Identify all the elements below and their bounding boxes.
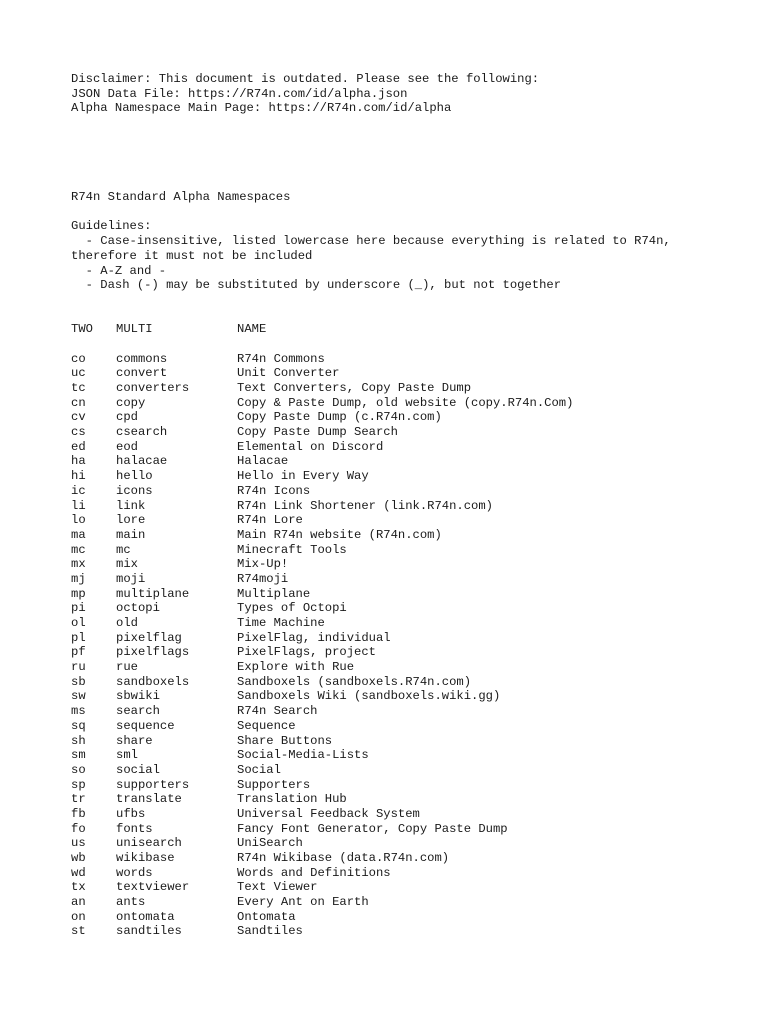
table-row (71, 763, 711, 778)
table-row (71, 572, 711, 587)
namespace-name: Halacae (237, 454, 289, 469)
table-header (71, 322, 711, 337)
multi-letter-code: cpd (116, 410, 138, 425)
multi-letter-code: textviewer (116, 880, 190, 895)
namespace-name: R74n Wikibase (data.R74n.com) (237, 851, 450, 866)
two-letter-code: sw (71, 689, 86, 704)
multi-letter-code: ants (116, 895, 146, 910)
namespace-name: Translation Hub (237, 792, 347, 807)
two-letter-code: mp (71, 586, 86, 601)
multi-letter-code: unisearch (116, 836, 182, 851)
two-letter-code: wd (71, 865, 86, 880)
table-row (71, 807, 711, 822)
namespace-name: Multiplane (237, 586, 311, 601)
table-row (71, 631, 711, 646)
namespace-name: Unit Converter (237, 366, 340, 381)
two-letter-code: ol (71, 616, 86, 631)
multi-letter-code: ufbs (116, 806, 146, 821)
namespace-name: Words and Definitions (237, 865, 391, 880)
namespace-table (71, 352, 711, 940)
multi-letter-code: mix (116, 557, 138, 572)
namespace-name: R74n Commons (237, 351, 325, 366)
namespace-name: Text Viewer (237, 880, 318, 895)
document-page (71, 72, 711, 939)
table-row (71, 660, 711, 675)
namespace-name: Social-Media-Lists (237, 748, 369, 763)
namespace-name: Every Ant on Earth (237, 895, 369, 910)
table-row (71, 778, 711, 793)
two-letter-code: mc (71, 542, 86, 557)
table-row (71, 836, 711, 851)
main-page-line: Alpha Namespace Main Page: https://R74n.com/id/alpha (71, 101, 452, 116)
multi-letter-code: search (116, 704, 160, 719)
table-row (71, 792, 711, 807)
two-letter-code: tr (71, 792, 86, 807)
multi-letter-code: icons (116, 483, 153, 498)
table-row (71, 513, 711, 528)
namespace-name: Main R74n website (R74n.com) (237, 527, 442, 542)
two-letter-code: wb (71, 851, 86, 866)
table-row (71, 704, 711, 719)
table-row (71, 366, 711, 381)
two-letter-code: an (71, 895, 86, 910)
two-letter-code: st (71, 924, 86, 939)
multi-letter-code: hello (116, 469, 153, 484)
multi-letter-code: pixelflag (116, 630, 182, 645)
table-row (71, 895, 711, 910)
two-letter-code: tx (71, 880, 86, 895)
table-row (71, 645, 711, 660)
namespace-name: Mix-Up! (237, 557, 289, 572)
two-letter-code: on (71, 909, 86, 924)
table-row (71, 528, 711, 543)
table-row (71, 499, 711, 514)
namespace-name: Share Buttons (237, 733, 333, 748)
namespace-name: Ontomata (237, 909, 296, 924)
namespace-name: PixelFlags, project (237, 645, 376, 660)
two-letter-code: ha (71, 454, 86, 469)
table-row (71, 910, 711, 925)
table-row (71, 469, 711, 484)
multi-letter-code: moji (116, 571, 146, 586)
json-data-file-line: JSON Data File: https://R74n.com/id/alpha.json (71, 86, 408, 101)
multi-letter-code: halacae (116, 454, 168, 469)
multi-letter-code: convert (116, 366, 168, 381)
namespace-name: Copy & Paste Dump, old website (copy.R74n.Com) (237, 395, 574, 410)
multi-letter-code: supporters (116, 777, 190, 792)
namespace-name: Copy Paste Dump Search (237, 425, 398, 440)
multi-letter-code: sml (116, 748, 138, 763)
multi-letter-code: share (116, 733, 153, 748)
two-letter-code: cn (71, 395, 86, 410)
table-row (71, 719, 711, 734)
header-multi: MULTI (116, 322, 153, 337)
namespace-name: Universal Feedback System (237, 806, 420, 821)
header-name: NAME (237, 322, 267, 337)
two-letter-code: sp (71, 777, 86, 792)
guideline-item: - Dash (-) may be substituted by underscore (_), but not together (85, 278, 562, 293)
multi-letter-code: octopi (116, 601, 160, 616)
namespace-name: Sandtiles (237, 924, 303, 939)
namespace-name: Elemental on Discord (237, 439, 384, 454)
two-letter-code: mx (71, 557, 86, 572)
table-row (71, 396, 711, 411)
multi-letter-code: copy (116, 395, 146, 410)
two-letter-code: ma (71, 527, 86, 542)
namespace-name: Copy Paste Dump (c.R74n.com) (237, 410, 442, 425)
disclaimer-line: Disclaimer: This document is outdated. Please see the following: (71, 72, 540, 86)
namespace-name: R74moji (237, 571, 289, 586)
table-row (71, 440, 711, 455)
two-letter-code: ms (71, 704, 86, 719)
multi-letter-code: csearch (116, 425, 168, 440)
two-letter-code: fb (71, 806, 86, 821)
guideline-item: - A-Z and - (85, 263, 167, 278)
table-row (71, 587, 711, 602)
two-letter-code: sb (71, 674, 86, 689)
namespace-name: Hello in Every Way (237, 469, 369, 484)
multi-letter-code: social (116, 762, 160, 777)
namespace-name: Sandboxels Wiki (sandboxels.wiki.gg) (237, 689, 501, 704)
table-row (71, 734, 711, 749)
namespace-name: Time Machine (237, 616, 325, 631)
multi-letter-code: ontomata (116, 909, 175, 924)
multi-letter-code: words (116, 865, 153, 880)
table-row (71, 866, 711, 881)
namespace-name: Supporters (237, 777, 311, 792)
namespace-name: Fancy Font Generator, Copy Paste Dump (237, 821, 508, 836)
multi-letter-code: sequence (116, 718, 175, 733)
guidelines-heading: Guidelines: (71, 219, 152, 234)
namespace-name: R74n Link Shortener (link.R74n.com) (237, 498, 493, 513)
table-row (71, 484, 711, 499)
table-row (71, 616, 711, 631)
two-letter-code: sm (71, 748, 86, 763)
namespace-name: Explore with Rue (237, 660, 355, 675)
table-row (71, 454, 711, 469)
multi-letter-code: main (116, 527, 146, 542)
multi-letter-code: link (116, 498, 146, 513)
two-letter-code: hi (71, 469, 86, 484)
two-letter-code: ic (71, 483, 86, 498)
two-letter-code: li (71, 498, 86, 513)
two-letter-code: us (71, 836, 86, 851)
multi-letter-code: rue (116, 660, 138, 675)
two-letter-code: pf (71, 645, 86, 660)
table-row (71, 425, 711, 440)
multi-letter-code: commons (116, 351, 168, 366)
multi-letter-code: pixelflags (116, 645, 190, 660)
two-letter-code: so (71, 762, 86, 777)
multi-letter-code: lore (116, 513, 146, 528)
namespace-name: Social (237, 762, 281, 777)
multi-letter-code: old (116, 616, 138, 631)
multi-letter-code: translate (116, 792, 182, 807)
table-row (71, 352, 711, 367)
two-letter-code: sh (71, 733, 86, 748)
two-letter-code: pi (71, 601, 86, 616)
two-letter-code: uc (71, 366, 86, 381)
guideline-item: - Case-insensitive, listed lowercase here because everything is related to R74n, therefore it must not be included (71, 234, 671, 263)
header-two: TWO (71, 322, 93, 337)
namespace-name: Text Converters, Copy Paste Dump (237, 381, 472, 396)
namespace-name: R74n Lore (237, 513, 303, 528)
table-row (71, 851, 711, 866)
two-letter-code: pl (71, 630, 86, 645)
two-letter-code: cv (71, 410, 86, 425)
namespace-name: Sandboxels (sandboxels.R74n.com) (237, 674, 472, 689)
namespace-name: R74n Icons (237, 483, 311, 498)
document-title: R74n Standard Alpha Namespaces (71, 190, 291, 205)
table-row (71, 557, 711, 572)
multi-letter-code: sandtiles (116, 924, 182, 939)
namespace-name: Sequence (237, 718, 296, 733)
table-row (71, 924, 711, 939)
multi-letter-code: converters (116, 381, 190, 396)
multi-letter-code: multiplane (116, 586, 190, 601)
two-letter-code: mj (71, 571, 86, 586)
two-letter-code: tc (71, 381, 86, 396)
table-row (71, 880, 711, 895)
namespace-name: R74n Search (237, 704, 318, 719)
namespace-name: Types of Octopi (237, 601, 347, 616)
multi-letter-code: wikibase (116, 851, 175, 866)
multi-letter-code: sbwiki (116, 689, 160, 704)
two-letter-code: lo (71, 513, 86, 528)
table-row (71, 601, 711, 616)
two-letter-code: fo (71, 821, 86, 836)
table-row (71, 822, 711, 837)
table-row (71, 381, 711, 396)
two-letter-code: ed (71, 439, 86, 454)
namespace-name: PixelFlag, individual (237, 630, 391, 645)
two-letter-code: ru (71, 660, 86, 675)
multi-letter-code: mc (116, 542, 131, 557)
multi-letter-code: eod (116, 439, 138, 454)
table-row (71, 675, 711, 690)
table-row (71, 410, 711, 425)
table-row (71, 748, 711, 763)
table-row (71, 543, 711, 558)
namespace-name: Minecraft Tools (237, 542, 347, 557)
multi-letter-code: sandboxels (116, 674, 190, 689)
two-letter-code: cs (71, 425, 86, 440)
table-row (71, 689, 711, 704)
two-letter-code: sq (71, 718, 86, 733)
two-letter-code: co (71, 351, 86, 366)
multi-letter-code: fonts (116, 821, 153, 836)
namespace-name: UniSearch (237, 836, 303, 851)
